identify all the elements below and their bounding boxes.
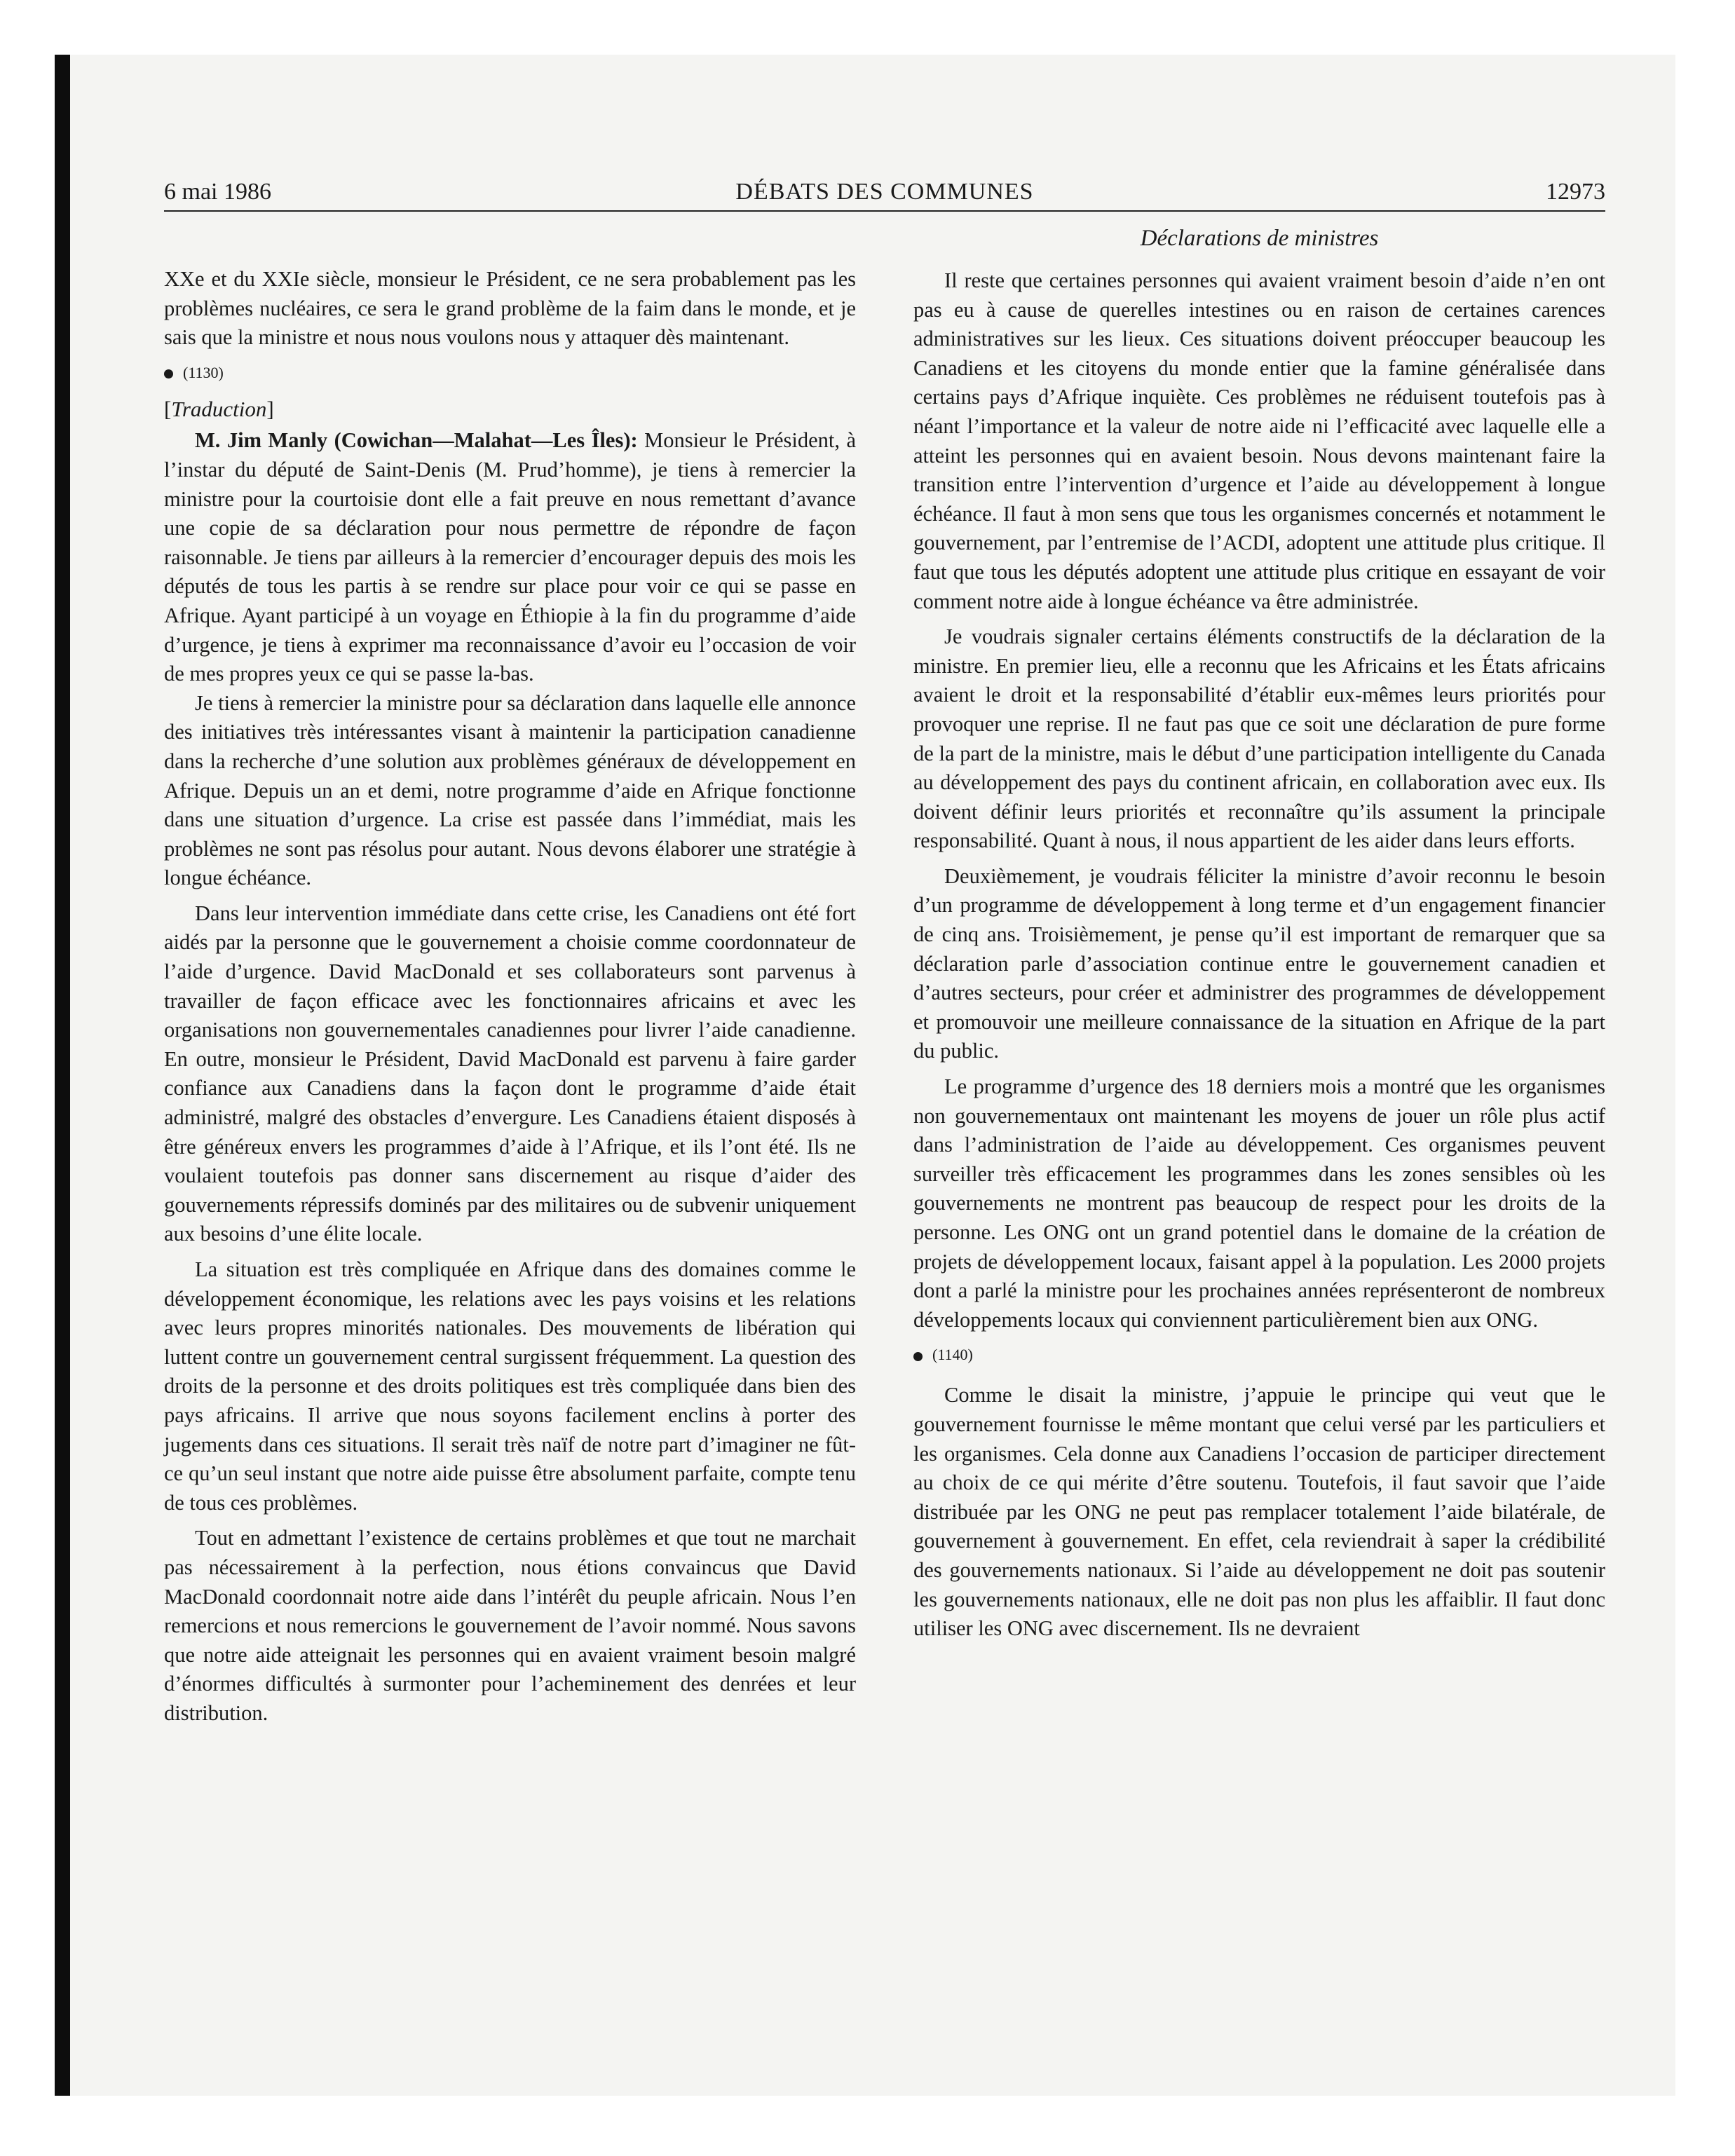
bullet-icon: [913, 1352, 923, 1361]
translation-note-label: Traduction: [171, 396, 267, 421]
header-date: 6 mai 1986: [164, 179, 271, 205]
paragraph: Il reste que certaines personnes qui avaient vraiment besoin d’aide n’en ont pas eu à cause de querelles intestines ou en raison de certaines carences administratives sur les lieux. Ces situations doivent préoccuper beaucoup les Canadiens et les citoyens du monde entier que la famine généralisée dans certains pays d’Afrique inquiète. Ces problèmes ne réduisent toutefois pas à néant l’importance et la valeur de notre aide ni l’efficacité avec laquelle elle a atteint les personnes qui en avaient besoin. Nous devons maintenant faire la transition entre l’intervention d’urgence et l’aide au développement à longue échéance. Il faut à mon sens que tous les organismes concernés et notamment le gouvernement, par l’entremise de l’ACDI, adoptent une attitude plus critique. Il faut que tous les députés adoptent une attitude plus critique en essayant de voir comment notre aide à longue échéance va être administrée.: [913, 268, 1605, 613]
speech-paragraph: [164, 426, 856, 688]
paragraph: Le programme d’urgence des 18 derniers mois a montré que les organismes non gouvernementaux ont maintenant les moyens de jouer un rôle plus actif dans l’administration de l’aide au développement. Ces organismes peuvent surveiller très efficacement les programmes dans les zones sensibles où les gouvernements ne montrent pas beaucoup de respect pour les droits de la personne. Les ONG ont un grand potentiel dans le domaine de la création de projets de développement locaux, faisant appel à la population. Les 2000 projets dont a parlé la ministre pour les prochaines années représenteront de nombreux développements locaux qui conviennent particulièrement bien aux ONG.: [913, 1074, 1605, 1332]
paragraph: XXe et du XXIe siècle, monsieur le Président, ce ne sera probablement pas les problèmes nucléaires, ce sera le grand problème de la faim dans le monde, et je sais que la ministre et nous nous voulons nous y attaquer dès maintenant.: [164, 267, 856, 350]
left-column: [164, 265, 856, 1728]
speech-text: Monsieur le Président, à l’instar du député de Saint-Denis (M. Prud’homme), je tiens à remercier la ministre pour la courtoisie dont elle a fait preuve en nous remettant d’avance une copie de sa déclaration pour nous permettre de répondre de façon raisonnable. Je tiens par ailleurs à la remercier d’encourager depuis des mois les députés de tous les partis à se rendre sur place pour voir ce qui se passe en Afrique. Ayant participé à un voyage en Éthiopie à la fin du programme d’aide d’urgence, je tiens à exprimer ma reconnaissance d’avoir eu l’occasion de voir de mes propres yeux ce qui se passe la-bas.: [164, 428, 857, 686]
page-content: [55, 55, 1675, 2096]
header-title: DÉBATS DES COMMUNES: [735, 179, 1034, 205]
scanned-page: [55, 55, 1675, 2096]
right-column: [913, 266, 1605, 1644]
paragraph: Dans leur intervention immédiate dans cette crise, les Canadiens ont été fort aidés par la personne que le gouvernement a choisie comme coordonnateur de l’aide d’urgence. David MacDonald et ses collaborateurs sont parvenus à travailler de façon efficace avec les fonctionnaires africains et avec les organisations non gouvernementales canadiennes pour livrer l’aide canadienne. En outre, monsieur le Président, David MacDonald est parvenu à faire garder confiance aux Canadiens dans la façon dont le programme d’aide était administré, malgré des obstacles d’envergure. Les Canadiens étaient disposés à être généreux envers les programmes d’aide à l’Afrique, et ils l’ont été. Ils ne voulaient toutefois pas donner sans discernement au risque d’aider des gouvernements répressifs dominés par des militaires ou de subvenir uniquement aux besoins d’une élite locale.: [164, 901, 856, 1246]
speaker-name: M. Jim Manly (Cowichan—Malahat—Les Îles):: [195, 428, 638, 453]
paragraph: Je tiens à remercier la ministre pour sa déclaration dans laquelle elle annonce des initiatives très intéressantes visant à maintenir la participation canadienne dans la recherche d’une solution aux problèmes généraux de développement en Afrique. Depuis un an et demi, notre programme d’aide en Afrique fonctionne dans une situation d’urgence. La crise est passée dans l’immédiat, mais les problèmes ne sont pas résolus pour autant. Nous devons élaborer une stratégie à longue échéance.: [164, 690, 856, 890]
bullet-icon: [164, 369, 173, 378]
section-label: Déclarations de ministres: [1140, 226, 1379, 251]
paragraph: Je voudrais signaler certains éléments constructifs de la déclaration de la ministre. En premier lieu, elle a reconnu que les Africains et les États africains avaient le droit et la responsabilité d’établir eux-mêmes leurs priorités pour provoquer une reprise. Il ne faut pas que ce soit une déclaration de pure forme de la part de la ministre, mais le début d’une participation intelligente du Canada au développement des pays du continent africain, en collaboration avec eux. Ils doivent définir leurs priorités et reconnaître qu’ils assument la principale responsabilité. Quant à nous, il nous appartient de les aider dans leurs efforts.: [913, 625, 1605, 853]
time-marker: [164, 362, 856, 383]
time-marker-label: (1140): [932, 1346, 973, 1364]
paragraph: Comme le disait la ministre, j’appuie le principe qui veut que le gouvernement fournisse le même montant que celui versé par les particuliers et les organismes. Cela donne aux Canadiens l’occasion de participer directement au choix de ce qui mérite d’être soutenu. Toutefois, il faut savoir que l’aide distribuée par les ONG ne peut pas remplacer totalement l’aide bilatérale, de gouvernement à gouvernement. En effet, cela reviendrait à saper la crédibilité des gouvernements nationaux. Si l’aide au développement ne doit pas soutenir les gouvernements nationaux, elle ne doit pas non plus les affaiblir. Il faut donc utiliser les ONG avec discernement. Ils ne devraient: [913, 1383, 1605, 1641]
paragraph: Tout en admettant l’existence de certains problèmes et que tout ne marchait pas nécessairement à la perfection, nous étions convaincus que David MacDonald coordonnait notre aide dans l’intérêt du peuple africain. Nous l’en remercions et nous remercions le gouvernement de l’avoir nommé. Nous savons que notre aide atteignait les personnes qui en avaient vraiment besoin malgré d’énormes difficultés à surmonter pour l’acheminement des denrées et leur distribution.: [164, 1526, 856, 1725]
translation-note: [Traduction]: [164, 396, 274, 421]
paragraph: Deuxièmement, je voudrais féliciter la ministre d’avoir reconnu le besoin d’un programme de développement à long terme et d’un engagement financier de cinq ans. Troisièmement, je pense qu’il est important de remarquer que sa déclaration parle d’association continue entre le gouvernement canadien et d’autres secteurs, pour créer et administrer des programmes de développement et promouvoir une meilleure connaissance de la situation en Afrique de la part du public.: [913, 864, 1605, 1063]
paragraph: La situation est très compliquée en Afrique dans des domaines comme le développement économique, les relations avec les pays voisins et les relations avec leurs propres minorités nationales. Des mouvements de libération qui luttent contre un gouvernement central surgissent fréquemment. La question des droits de la personne et des droits politiques est très compliquée dans bien des pays africains. Il arrive que nous soyons facilement enclins à porter des jugements dans ces situations. Il serait très naïf de notre part d’imaginer ne fût-ce qu’un seul instant que notre aide puisse être absolument parfaite, compte tenu de tous ces problèmes.: [164, 1257, 856, 1515]
time-marker: [913, 1344, 1605, 1365]
header-rule: [164, 210, 1605, 212]
header-page-number: 12973: [1546, 179, 1605, 205]
time-marker-label: (1130): [183, 363, 224, 381]
